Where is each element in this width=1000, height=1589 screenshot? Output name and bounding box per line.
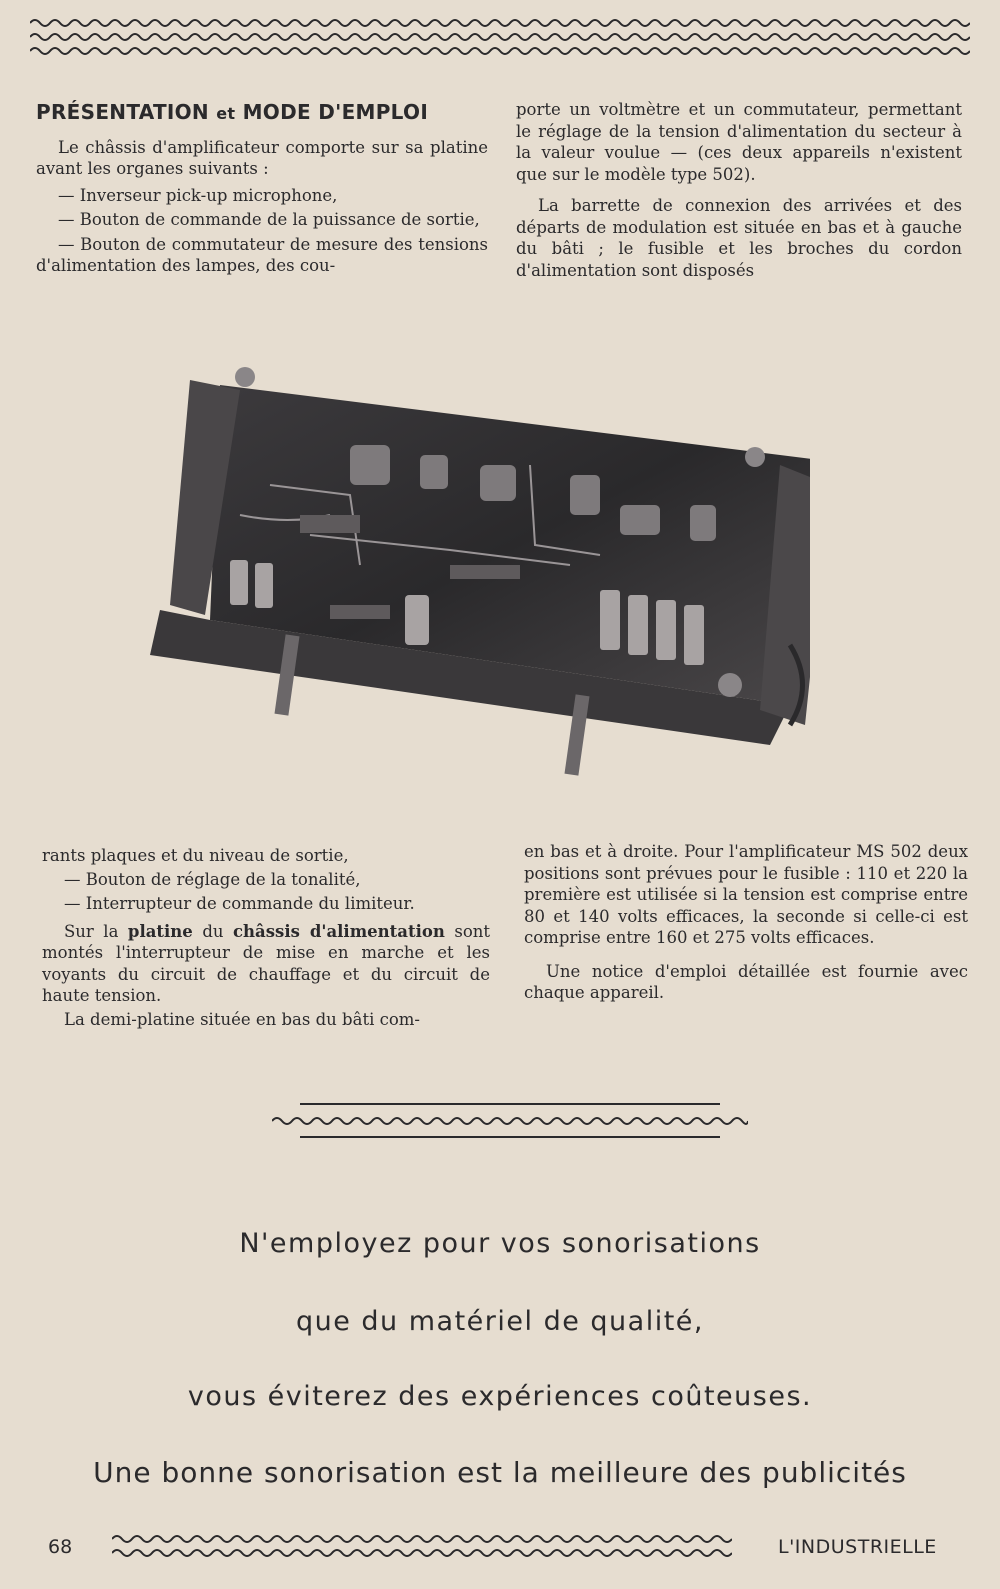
separator-rule-bottom [300, 1136, 720, 1138]
paragraph: La demi-platine située en bas du bâti com- [64, 1009, 420, 1029]
separator-wavy-rule [272, 1114, 748, 1128]
footer-wavy-rule-1 [112, 1532, 732, 1546]
list-item: — Inverseur pick-up microphone, [58, 185, 338, 205]
list-item: — Bouton de réglage de la tonalité, [64, 869, 361, 889]
footer-wavy-rule-2 [112, 1546, 732, 1560]
top-wavy-rule-2 [30, 30, 970, 44]
page-number: 68 [48, 1536, 73, 1558]
heading-main: PRÉSENTATION [36, 100, 209, 124]
article-column-left-bottom [42, 845, 490, 1035]
paragraph: porte un voltmètre et un commutateur, permettant le réglage de la tension d'alimentation du secteur à la valeur voulue — (ces deux appareils n'existent que sur le modèle type 502). [516, 100, 962, 184]
bold-text: châssis d'alimentation [233, 921, 445, 941]
publication-name: L'INDUSTRIELLE [778, 1536, 937, 1558]
separator-rule-top [300, 1103, 720, 1105]
paragraph: rants plaques et du niveau de sortie, [42, 846, 349, 865]
bold-text: platine [127, 921, 193, 941]
text-run: sont montés l'interrupteur de mise en marche et les voyants du circuit de chauffage et du circuit de haute tension. [42, 921, 491, 1005]
paragraph: Une notice d'emploi détaillée est fournie avec chaque appareil. [524, 961, 968, 1002]
heading-rest: MODE D'EMPLOI [242, 100, 429, 124]
article-column-right-bottom [524, 841, 968, 1009]
heading-connector: et [216, 104, 236, 123]
list-item: — Bouton de commande de la puissance de sortie, [58, 210, 480, 229]
list-item: — Bouton de commutateur de mesure des tensions d'alimentation des lampes, des cou- [36, 234, 488, 275]
text-run: Sur la [64, 921, 119, 941]
amplifier-chassis-photo [150, 365, 810, 785]
text-run: du [202, 921, 224, 941]
top-wavy-rule-1 [30, 16, 970, 30]
article-column-right-top [516, 99, 962, 286]
slogan-line-2: que du matériel de qualité, [295, 1306, 705, 1337]
paragraph [42, 921, 490, 1007]
top-wavy-rule-3 [30, 44, 970, 58]
slogan-line-3: vous éviterez des expériences coûteuses. [187, 1381, 813, 1412]
paragraph: La barrette de connexion des arrivées et des départs de modulation est située en bas et à gauche du bâti ; le fusible et les broches du cordon d'alimentation sont disposés [516, 196, 962, 280]
article-column-left-top [36, 102, 488, 280]
paragraph: en bas et à droite. Pour l'amplificateur MS 502 deux positions sont prévues pour le fusible : 110 et 220 la première est utilisée si la tension est comprise entre 80 et 140 volts efficaces, la seconde si celle-ci est comprise entre 160 et 275 volts efficaces. [524, 842, 968, 947]
paragraph: Le châssis d'amplificateur comporte sur sa platine avant les organes suivants : [36, 137, 488, 178]
slogan-line-4: Une bonne sonorisation est la meilleure des publicités [93, 1456, 907, 1489]
list-item: — Interrupteur de commande du limiteur. [64, 894, 415, 913]
slogan-line-1: N'employez pour vos sonorisations [239, 1228, 761, 1259]
article-heading [36, 102, 488, 125]
